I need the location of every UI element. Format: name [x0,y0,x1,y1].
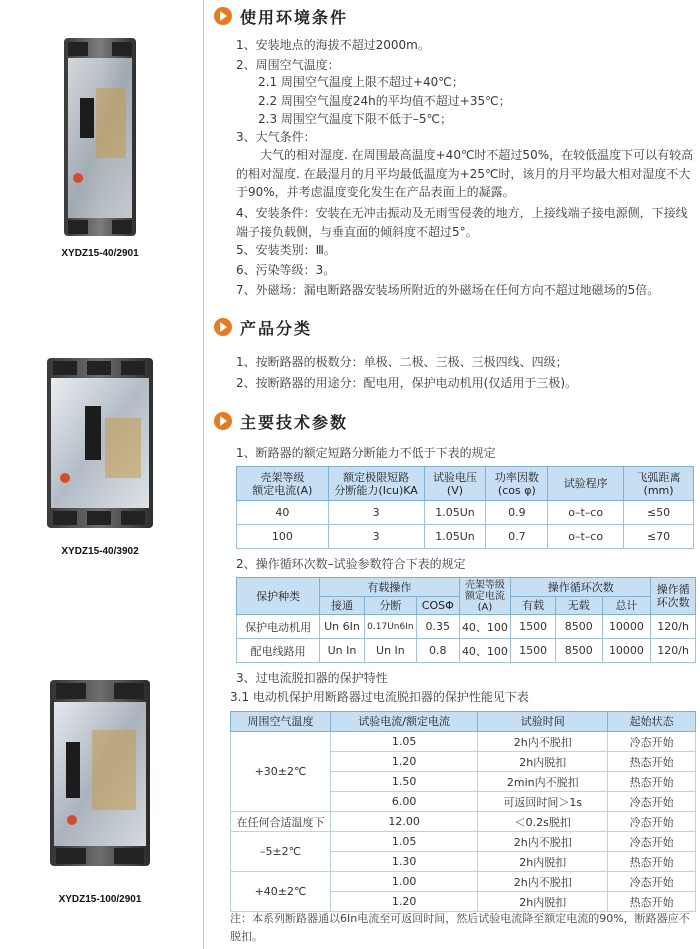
col-header: 试验电流/额定电流 [330,712,477,732]
classify-line-1: 1、按断路器的极数分：单极、二极、三极、三极四线、四级； [236,355,568,369]
product-3 [0,680,200,905]
product-image-column [0,0,205,949]
cell: 0.17Un6In [364,615,416,639]
table-row [231,812,696,832]
cell: 8500 [555,639,602,663]
cell: o–t–co [548,525,624,549]
table-row [231,732,696,752]
cell: 1500 [511,639,556,663]
content-column [214,0,700,949]
cell: 40、100 [459,615,511,639]
cell: 1.20 [330,752,477,772]
env-line-3: 2.1 周围空气温度上限不超过+40℃； [258,75,464,89]
cell: 冷态开始 [608,832,696,852]
cell: Un In [320,639,365,663]
col-header: 分断 [364,597,416,615]
cell: 2h内脱扣 [478,852,608,872]
col-header: 总计 [602,597,651,615]
col-header: 有载操作 [320,578,459,597]
table-row [237,501,694,525]
cell: 冷态开始 [608,792,696,812]
section-header-params [214,410,348,432]
cell: 3 [328,501,424,525]
col-header: 操作循环次数 [511,578,651,597]
breaker-image-2pole [50,38,150,236]
cell: 热态开始 [608,772,696,792]
cell: ≤50 [624,501,694,525]
cell: 3 [328,525,424,549]
col-header: 接通 [320,597,365,615]
cell: o–t–co [548,501,624,525]
arrow-bullet-icon [214,412,232,430]
cell: 2h内不脱扣 [478,832,608,852]
cell: 0.9 [486,501,548,525]
table-header-row [237,467,694,501]
env-line-6: 3、大气条件： [236,130,316,144]
table3-caption: 3、过电流脱扣器的保护特性 [236,671,388,685]
col-header: 功率因数 (cos φ) [486,467,548,501]
classify-line-2: 2、按断路器的用途分：配电用，保护电动机用(仅适用于三极)。 [236,376,578,390]
cell: 1.20 [330,892,477,912]
cell: 10000 [602,639,651,663]
cell: 冷态开始 [608,812,696,832]
footnote: 注：本系列断路器通以6In电流至可返回时间，然后试验电流降至额定电流的90%，断路器应不脱扣。 [230,912,690,943]
cell: 1.00 [330,872,477,892]
cell: 2h内不脱扣 [478,732,608,752]
cell: 2min内不脱扣 [478,772,608,792]
cell: 0.8 [416,639,459,663]
env-line-11: 7、外磁场：漏电断路器安装场所附近的外磁场在任何方向不超过地磁场的5倍。 [236,283,660,297]
col-header: 起始状态 [608,712,696,732]
table-header-row [237,578,696,597]
cell: 在任何合适温度下 [231,812,331,832]
cell: –5±2℃ [231,832,331,872]
cell: 120/h [651,639,696,663]
cell: 0.7 [486,525,548,549]
cell: 2h内脱扣 [478,892,608,912]
section-title: 主要技术参数 [240,412,349,432]
table3-subcaption: 3.1 电动机保护用断路器过电流脱扣器的保护性能见下表 [230,690,529,704]
cell: ≤70 [624,525,694,549]
col-header: 保护种类 [237,578,320,615]
env-line-9: 5、安装类别：Ⅲ。 [236,243,336,257]
cell: 6.00 [330,792,477,812]
section-header-classify [214,316,312,338]
column-divider [203,0,204,949]
cell: +40±2℃ [231,872,331,912]
cell: 1.05Un [424,525,486,549]
table-row [231,832,696,852]
col-header: 壳架等级 额定电流(A) [237,467,329,501]
arrow-bullet-icon [214,7,232,25]
cell: 100 [237,525,329,549]
cell: 40、100 [459,639,511,663]
cell: 12.00 [330,812,477,832]
cell: 可返回时间＞1s [478,792,608,812]
cell: 1500 [511,615,556,639]
cell: 0.35 [416,615,459,639]
product-caption: XYDZ15-40/2901 [61,248,139,259]
env-line-8: 4、安装条件：安装在无冲击振动及无雨雪侵袭的地方，上接线端子接电源侧，下接线端子接负载侧，与垂直面的倾斜度不超过5°。 [236,206,688,239]
env-line-2: 2、周围空气温度： [236,58,340,72]
cell: 热态开始 [608,852,696,872]
table-row [237,639,696,663]
cell: Un In [364,639,416,663]
cell: 1.05 [330,732,477,752]
cell: 40 [237,501,329,525]
product-caption: XYDZ15-100/2901 [58,894,142,905]
table-row [237,615,696,639]
cell: 热态开始 [608,752,696,772]
col-header: 试验电压 (V) [424,467,486,501]
cell: 120/h [651,615,696,639]
col-header: 额定极限短路 分断能力(Icu)KA [328,467,424,501]
col-header: 有载 [511,597,556,615]
cell: 1.50 [330,772,477,792]
product-caption: XYDZ15-40/3902 [61,546,139,557]
cell: ＜0.2s脱扣 [478,812,608,832]
table-row [237,525,694,549]
protection-characteristic-table [230,711,696,912]
env-line-5: 2.3 周围空气温度下限不低于–5℃； [258,112,453,126]
col-header: 周围空气温度 [231,712,331,732]
cell: 1.05 [330,832,477,852]
table2-caption: 2、操作循环次数–试验参数符合下表的规定 [236,557,466,571]
col-header: 壳架等级 额定电流 (A) [459,578,511,615]
breaker-image-2pole-100 [42,680,158,866]
env-line-1: 1、安装地点的海拔不超过2000m。 [236,38,430,52]
cell: 2h内不脱扣 [478,872,608,892]
product-1 [0,38,200,259]
cell: 8500 [555,615,602,639]
cell: 1.05Un [424,501,486,525]
col-header: COSΦ [416,597,459,615]
cell: 10000 [602,615,651,639]
short-circuit-table [236,466,694,549]
cell: 1.30 [330,852,477,872]
cell: 冷态开始 [608,872,696,892]
col-header: 操作循 环次数 [651,578,696,615]
cell: 配电线路用 [237,639,320,663]
section-header-env [214,5,348,27]
product-2 [0,358,200,557]
col-header: 试验程序 [548,467,624,501]
env-line-7: 大气的相对湿度. 在周围最高温度+40℃时不超过50%，在较低温度下可以有较高的相对湿度. 在最湿月的月平均最低温度为+25℃时，该月的月平均最大相对湿度不大于90%，并考虑温度变化发生在产品表面上的凝露。 [236,148,694,199]
col-header: 飞弧距离 (mm) [624,467,694,501]
table-row [231,872,696,892]
arrow-bullet-icon [214,318,232,336]
table-header-row [231,712,696,732]
table1-caption: 1、断路器的额定短路分断能力不低于下表的规定 [236,446,496,460]
env-line-4: 2.2 周围空气温度24h的平均值不超过+35℃； [258,94,511,108]
col-header: 无载 [555,597,602,615]
col-header: 试验时间 [478,712,608,732]
section-title: 使用环境条件 [240,7,349,27]
cell: 保护电动机用 [237,615,320,639]
operation-cycle-table [236,577,696,663]
cell: +30±2℃ [231,732,331,812]
cell: 2h内脱扣 [478,752,608,772]
breaker-image-3pole [41,358,159,528]
env-line-10: 6、污染等级：3。 [236,263,336,277]
cell: Un 6In [320,615,365,639]
cell: 冷态开始 [608,732,696,752]
section-title: 产品分类 [240,318,313,338]
cell: 热态开始 [608,892,696,912]
